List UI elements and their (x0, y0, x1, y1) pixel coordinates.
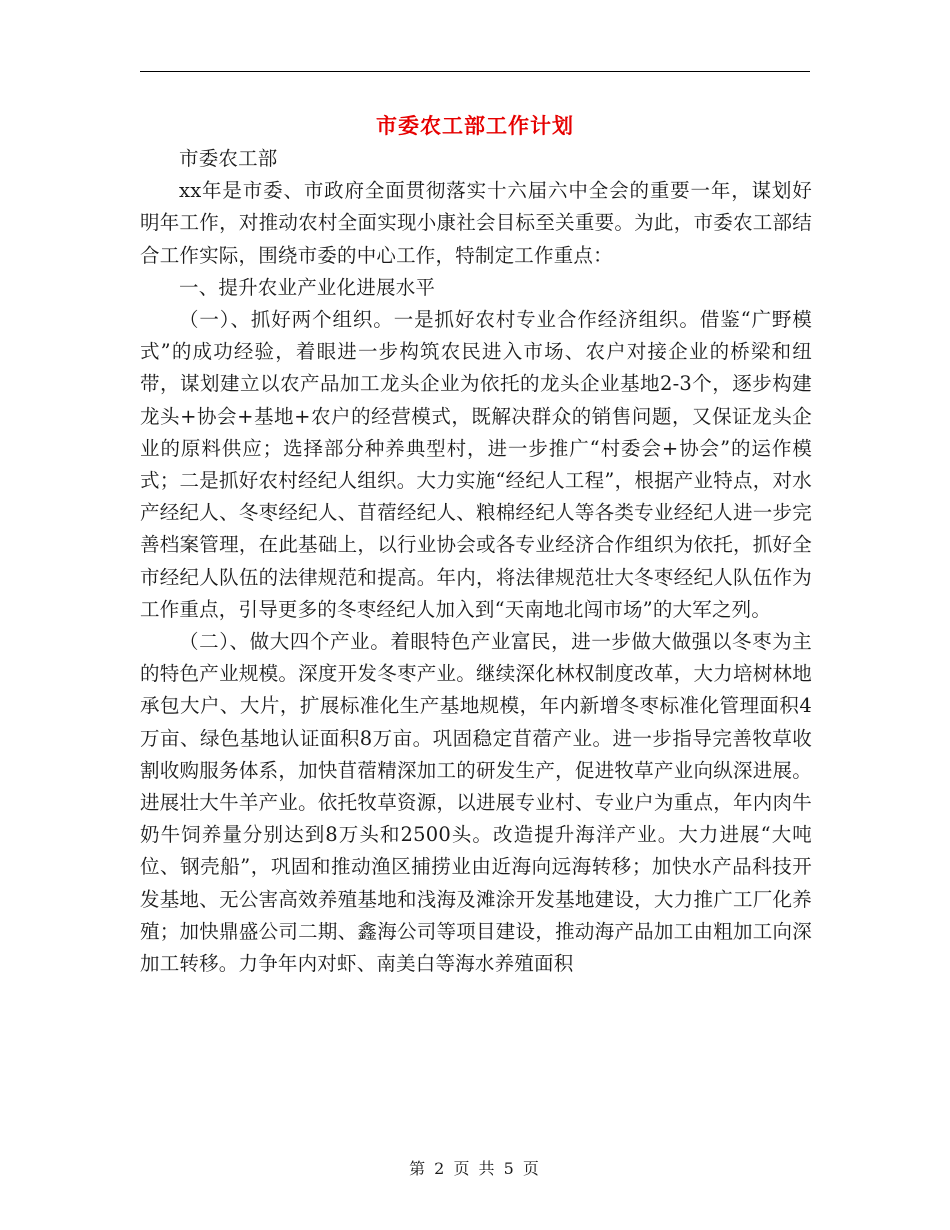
document-body (140, 143, 812, 980)
paragraph-department: 市委农工部 (179, 147, 278, 170)
header-rule (140, 71, 810, 72)
section-heading-1: 一、提升农业产业化进展水平 (179, 275, 436, 299)
paragraph-intro: xx年是市委、市政府全面贯彻落实十六届六中全会的重要一年，谋划好明年工作，对推动农村全面实现小康社会目标至关重要。为此，市委农工部结合工作实际，围绕市委的中心工作，特制定工作重点： (140, 179, 812, 267)
page-number-footer: 第 2 页 共 5 页 (409, 1159, 541, 1178)
document-title: 市委农工部工作计划 (376, 113, 574, 138)
paragraph-organizations: （一）、抓好两个组织。一是抓好农村专业合作经济组织。借鉴“广野模式”的成功经验，着眼进一步构筑农民进入市场、农户对接企业的桥梁和纽带，谋划建立以农产品加工龙头企业为依托的龙头企业基地2-3个，逐步构建龙头+协会+基地+农户的经营模式，既解决群众的销售问题，又保证龙头企业的原料供应；选择部分种养典型村，进一步推广“村委会+协会”的运作模式；二是抓好农村经纪人组织。大力实施“经纪人工程”，根据产业特点，对水产经纪人、冬枣经纪人、苜蓿经纪人、粮棉经纪人等各类专业经纪人进一步完善档案管理，在此基础上，以行业协会或各专业经济合作组织为依托，抓好全市经纪人队伍的法律规范和提高。年内，将法律规范壮大冬枣经纪人队伍作为工作重点，引导更多的冬枣经纪人加入到“天南地北闯市场”的大军之列。 (140, 308, 812, 621)
paragraph-industries: （二）、做大四个产业。着眼特色产业富民，进一步做大做强以冬枣为主的特色产业规模。深度开发冬枣产业。继续深化林权制度改革，大力培树林地承包大户、大片，扩展标准化生产基地规模，年内新增冬枣标准化管理面积4万亩、绿色基地认证面积8万亩。巩固稳定苜蓿产业。进一步指导完善牧草收割收购服务体系，加快苜蓿精深加工的研发生产，促进牧草产业向纵深进展。进展壮大牛羊产业。依托牧草资源，以进展专业村、专业户为重点，年内肉牛奶牛饲养量分别达到8万头和2500头。改造提升海洋产业。大力进展“大吨位、钢壳船”，巩固和推动渔区捕捞业由近海向远海转移；加快水产品科技开发基地、无公害高效养殖基地和浅海及滩涂开发基地建设，大力推广工厂化养殖；加快鼎盛公司二期、鑫海公司等项目建设，推动海产品加工由粗加工向深加工转移。力争年内对虾、南美白等海水养殖面积 (140, 630, 812, 976)
